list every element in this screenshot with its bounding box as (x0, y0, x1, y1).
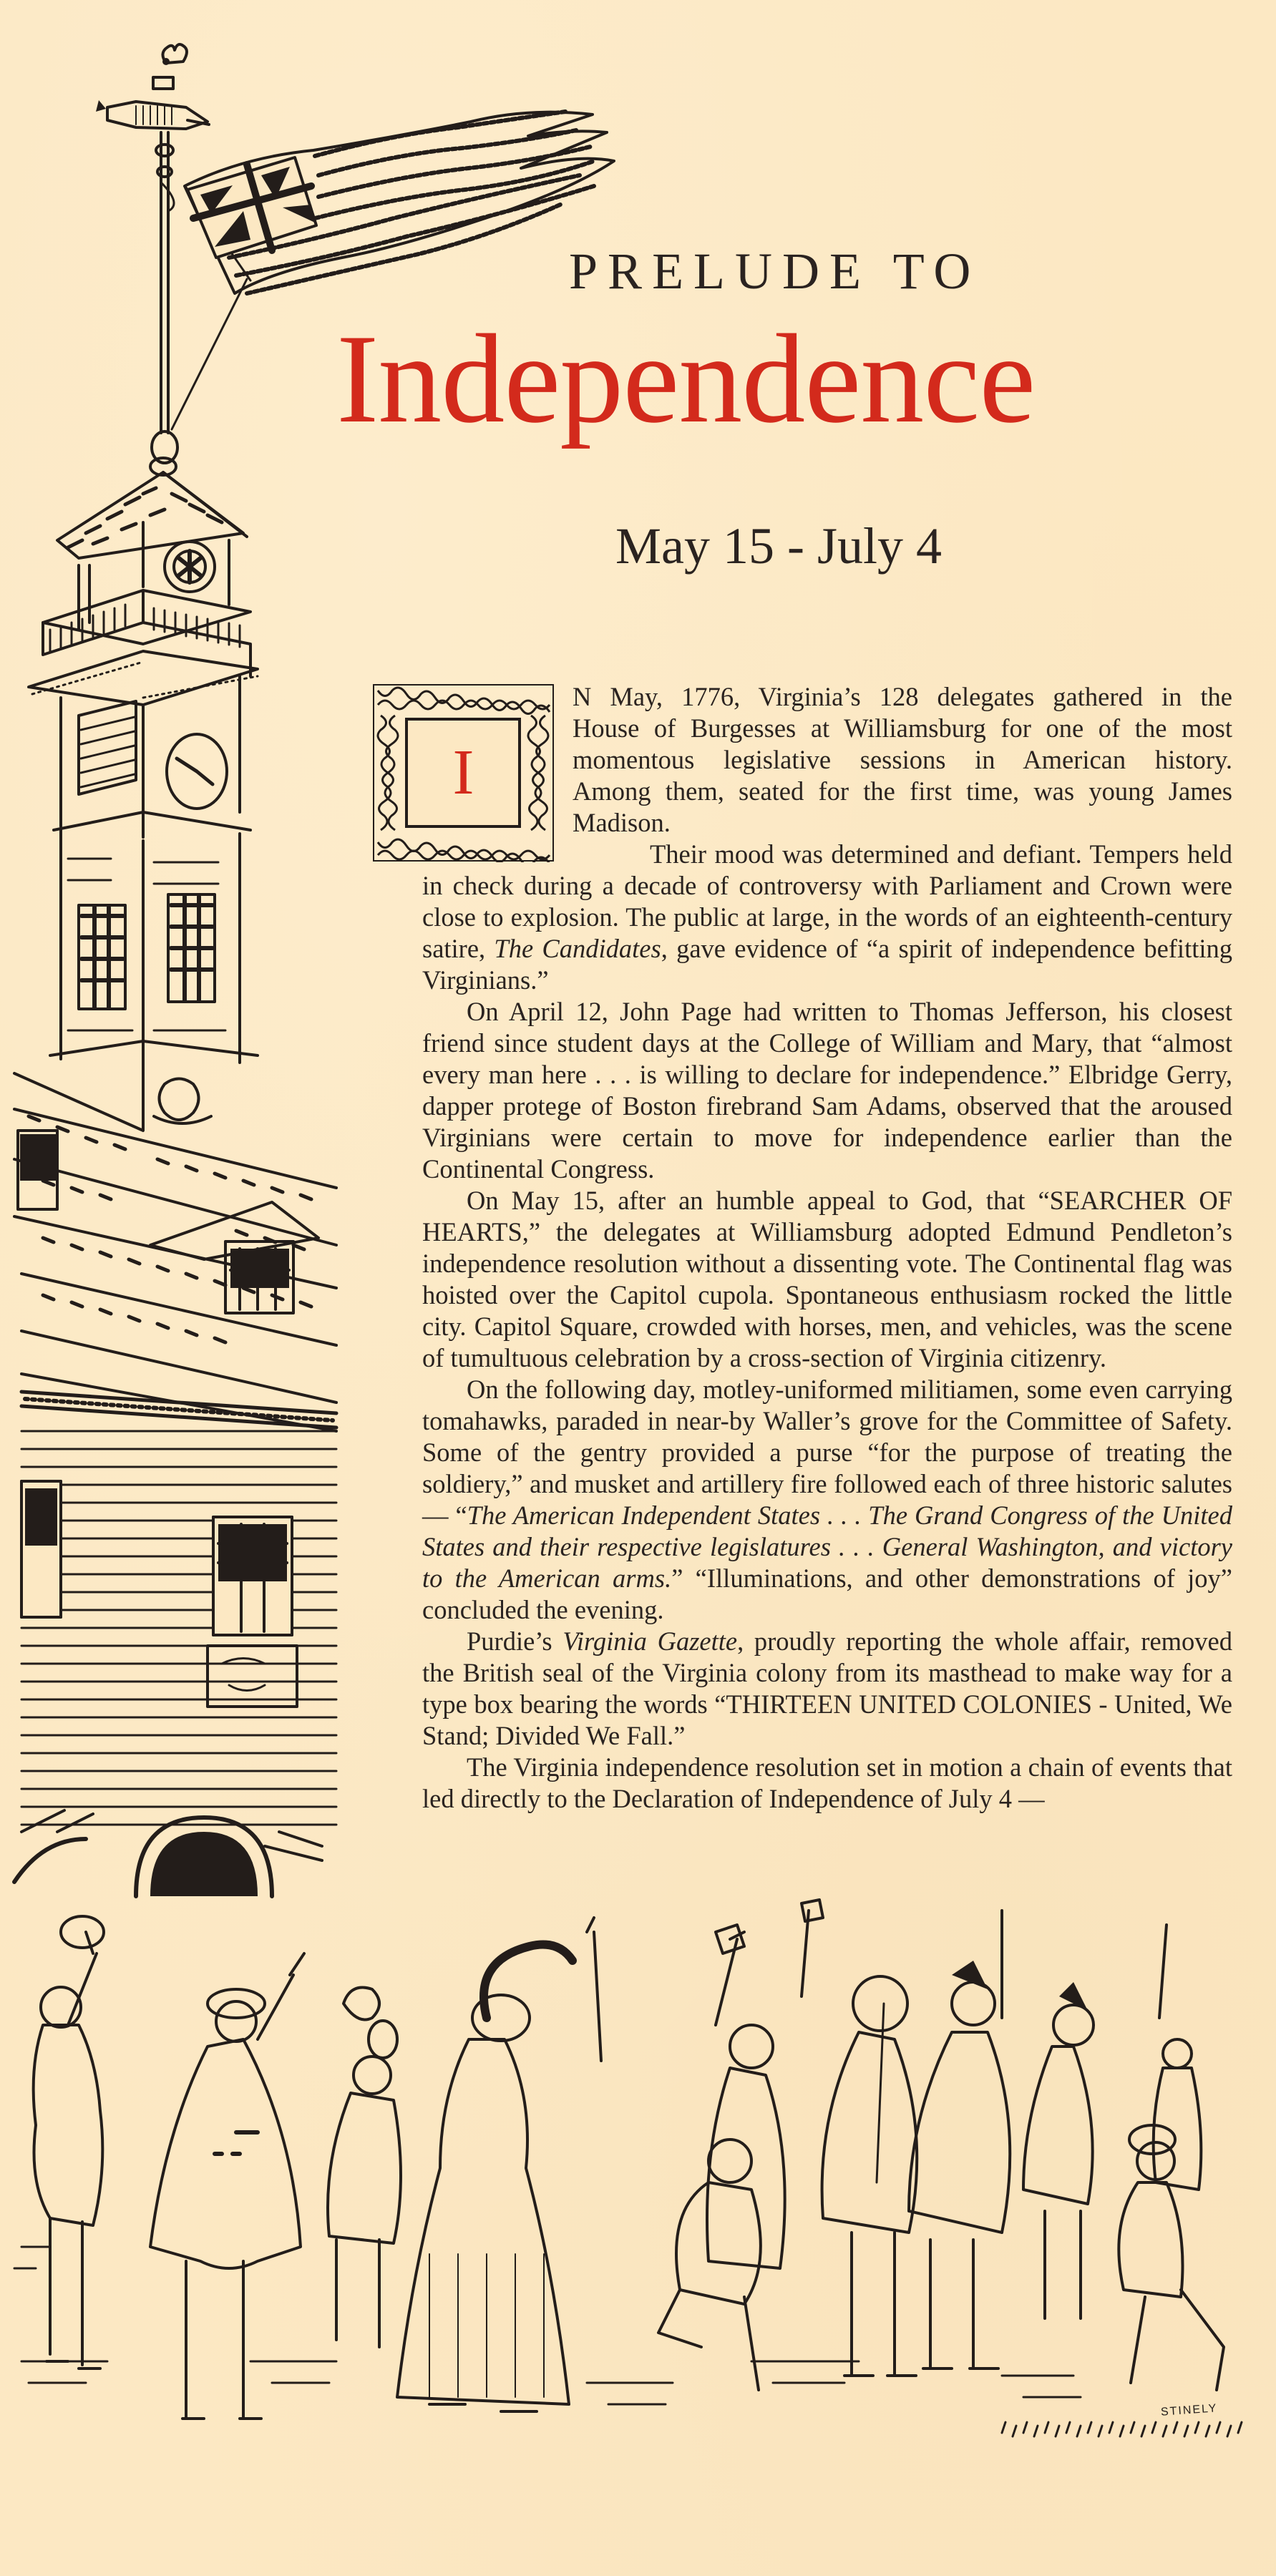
page-title: Independence (336, 308, 1036, 449)
date-range: May 15 - July 4 (615, 517, 942, 575)
title-kicker: PRELUDE TO (569, 243, 981, 300)
p2-text-end: , gave evidence of “a spirit of independence befitting Virginians.” (422, 934, 1232, 995)
grand-union-flag-icon (185, 112, 614, 293)
p5-text: On the following day, motley-uniformed militiamen, some even carrying tomahawks, paraded in near-by Waller’s grove for the Committee of Safety. Some of the gentry provided a purse “for the purpose of treating the soldiery,” and musket and artillery fire followed each of three historic salutes — “ (422, 1375, 1232, 1530)
p1-line: House of Burgesses at Williamsburg for one of the most (573, 713, 1232, 743)
p6-text-end: , proudly reporting the whole affair, removed the British seal of the Virginia colony from its masthead to make way for a type box bearing the words “THIRTEEN UNITED COLONIES - United, We Stand; Divided We Fall.” (422, 1626, 1232, 1750)
paragraph-5 (422, 1374, 1232, 1626)
clock-tower (29, 458, 258, 1123)
paragraph-4: On May 15, after an humble appeal to God, that “SEARCHER OF HEARTS,” the delegates at Williamsburg adopted Edmund Pendleton’s independence resolution without a dissenting vote. The Continental flag was hoisted over the Capitol cupola. Spontaneous enthusiasm rocked the little city. Capitol Square, crowded with horses, men, and vehicles, was the scene of tumultuous celebration by a cross-section of Virginia citizenry. (422, 1186, 1232, 1372)
celebrating-crowd (14, 1900, 1242, 2436)
p2-text: Their mood was determined and defiant. Tempers held in check during a decade of controversy with Parliament and Crown were close to explosion. The public at large, in the words of an eighteenth-century satire, (422, 839, 1232, 963)
p2-italic-title: The Candidates (494, 934, 661, 963)
paragraph-1 (422, 681, 1232, 839)
paragraph-6 (422, 1626, 1232, 1752)
p5-italic-quote: The American Independent States . . . The Grand Congress of the United States and their respective legislatures . . . General Washington, and victory to the American arms. (422, 1501, 1232, 1593)
weathervane-icon (96, 44, 209, 129)
p6-text: Purdie’s (467, 1626, 563, 1656)
article-body (422, 681, 1232, 1815)
p6-italic-title: Virginia Gazette (562, 1626, 738, 1656)
capitol-building (14, 1073, 336, 1896)
p1-line: Madison. (573, 808, 671, 837)
p1-line: N May, 1776, Virginia’s 128 delegates gathered in the (573, 682, 1232, 711)
p1-line: Among them, seated for the first time, was young James (573, 776, 1232, 806)
paragraph-2 (422, 839, 1232, 996)
paragraph-7: The Virginia independence resolution set in motion a chain of events that led directly to the Declaration of Independence of July 4 — (422, 1752, 1232, 1813)
p1-line: momentous legislative sessions in American history. (573, 745, 1232, 774)
artist-signature: STINELY (1160, 2402, 1218, 2419)
drop-cap-letter: I (452, 737, 474, 808)
p5-text-end: ” “Illuminations, and other demonstrations of joy” concluded the evening. (422, 1563, 1233, 1624)
paragraph-3: On April 12, John Page had written to Thomas Jefferson, his closest friend since student days at the College of William and Mary, that “almost every man here . . . is willing to declare for independence.” Elbridge Gerry, dapper protege of Boston firebrand Sam Adams, observed that the aroused Virginians were certain to move for independence earlier than the Continental Congress. (422, 997, 1232, 1184)
